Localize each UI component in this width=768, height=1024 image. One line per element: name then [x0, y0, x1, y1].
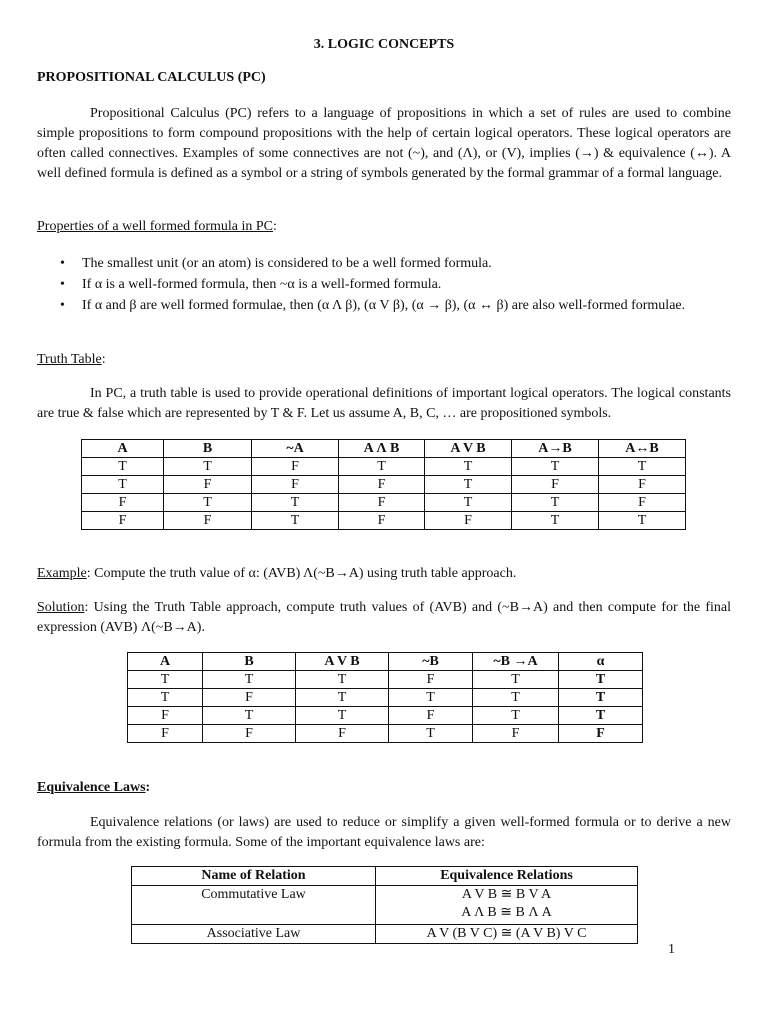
table-header: A: [128, 653, 203, 671]
solution-text: : Using the Truth Table approach, compute truth values of (AVB) and (~B→A) and then compute for the final expression (AVB) Λ(~B→A).: [37, 600, 731, 635]
table-cell: T: [425, 494, 512, 512]
table-cell: T: [252, 512, 339, 530]
equivalence-heading-colon: :: [145, 780, 151, 795]
table-cell: T: [252, 494, 339, 512]
table-cell-result: T: [559, 671, 643, 689]
table-cell: T: [203, 671, 296, 689]
table-header: Equivalence Relations: [376, 867, 638, 886]
table-header: A V B: [425, 440, 512, 458]
table-cell: T: [296, 707, 389, 725]
table-header: ~A: [252, 440, 339, 458]
properties-list: [37, 254, 731, 317]
table-cell: T: [512, 512, 599, 530]
section-title: PROPOSITIONAL CALCULUS (PC): [37, 70, 266, 85]
table-header: A Λ B: [339, 440, 425, 458]
properties-heading: [37, 219, 277, 235]
table-cell: T: [473, 671, 559, 689]
table-cell: F: [339, 494, 425, 512]
table-header: B: [164, 440, 252, 458]
equivalence-paragraph: Equivalence relations (or laws) are used to reduce or simplify a given well-formed formula or to derive a new formula from the existing formula. Some of the important equivalence laws are:: [37, 815, 731, 850]
properties-heading-text: Properties of a well formed formula in PC: [37, 219, 274, 234]
table-cell: T: [128, 671, 203, 689]
equivalence-heading-text: Equivalence Laws: [37, 780, 146, 795]
equivalence-heading: [37, 780, 150, 796]
table-row: [128, 689, 643, 707]
table-row: [82, 512, 686, 530]
intro-paragraph: Propositional Calculus (PC) refers to a language of propositions in which a set of rules are used to combine simple propositions to form compound propositions with the help of certain logical operators. These logical operators are often called connectives. Examples of some connectives are not (~), and (Λ), or (V), implies (→) & equivalence (↔). A well defined formula is defined as a symbol or a string of symbols generated by the formal grammar of a formal language.: [37, 106, 731, 181]
table-cell: T: [128, 689, 203, 707]
relation-formula: A V B ≅ B V A: [461, 887, 552, 902]
chapter-title: 3. LOGIC CONCEPTS: [313, 37, 455, 52]
table-cell: F: [389, 671, 473, 689]
example-text: : Compute the truth value of α: (AVB) Λ(~B→A) using truth table approach.: [86, 566, 517, 581]
table-cell: F: [389, 707, 473, 725]
relation-name: Commutative Law: [132, 886, 376, 925]
table-header: A: [82, 440, 164, 458]
list-item-text: The smallest unit (or an atom) is considered to be a well formed formula.: [82, 256, 492, 271]
bullet-icon: •: [60, 277, 65, 292]
table-row: [82, 476, 686, 494]
table-cell: T: [164, 494, 252, 512]
table-cell: T: [389, 725, 473, 743]
table-cell: F: [339, 476, 425, 494]
example-line: [37, 566, 731, 582]
table-row: [82, 494, 686, 512]
table-cell-result: T: [559, 689, 643, 707]
truth-table-operators: [81, 439, 686, 530]
list-item: [37, 275, 731, 295]
table-cell: T: [296, 671, 389, 689]
properties-heading-colon: :: [273, 219, 277, 234]
table-row: [132, 925, 638, 944]
table-cell: F: [473, 725, 559, 743]
table-cell: T: [512, 458, 599, 476]
table-cell: F: [425, 512, 512, 530]
table-cell: T: [339, 458, 425, 476]
bullet-icon: •: [60, 298, 65, 313]
table-header: B: [203, 653, 296, 671]
table-header-row: [82, 440, 686, 458]
truth-table-heading: [37, 352, 106, 368]
table-cell: F: [82, 494, 164, 512]
list-item-text: If α is a well-formed formula, then ~α is a well-formed formula.: [82, 277, 442, 292]
table-cell: T: [473, 689, 559, 707]
table-cell: F: [128, 707, 203, 725]
table-cell: F: [164, 512, 252, 530]
table-cell: T: [82, 458, 164, 476]
equivalence-laws-table: [131, 866, 638, 944]
table-cell: T: [296, 689, 389, 707]
table-cell: F: [296, 725, 389, 743]
table-row: [82, 458, 686, 476]
table-cell: F: [164, 476, 252, 494]
table-cell: F: [128, 725, 203, 743]
table-cell: T: [389, 689, 473, 707]
table-header: ~B →A: [473, 653, 559, 671]
table-cell: T: [512, 494, 599, 512]
table-cell: F: [82, 512, 164, 530]
truth-table-paragraph: In PC, a truth table is used to provide operational definitions of important logical operators. The logical constants are true & false which are represented by T & F. Let us assume A, B, C, … are propositioned symbols.: [37, 386, 731, 421]
solution-label: Solution: [37, 600, 85, 615]
table-cell: T: [599, 512, 686, 530]
table-cell: F: [252, 458, 339, 476]
table-header-row: [132, 867, 638, 886]
table-row: [128, 725, 643, 743]
table-cell: T: [82, 476, 164, 494]
list-item-text: If α and β are well formed formulae, then (α Λ β), (α V β), (α → β), (α ↔ β) are also well-formed formulae.: [82, 298, 686, 313]
table-header: A→B: [512, 440, 599, 458]
table-header: A↔B: [599, 440, 686, 458]
truth-table-heading-text: Truth Table: [37, 352, 102, 367]
table-cell: F: [203, 725, 296, 743]
relation-formula: A Λ B ≅ B Λ A: [461, 905, 552, 920]
table-cell: T: [425, 476, 512, 494]
table-cell: T: [203, 707, 296, 725]
table-header: α: [559, 653, 643, 671]
table-header: Name of Relation: [132, 867, 376, 886]
list-item: [37, 296, 731, 316]
table-cell: F: [512, 476, 599, 494]
page-number: 1: [668, 942, 675, 957]
table-cell: F: [339, 512, 425, 530]
table-header: A V B: [296, 653, 389, 671]
solution-paragraph: [37, 598, 731, 638]
table-cell: F: [599, 476, 686, 494]
list-item: [37, 254, 731, 274]
truth-table-heading-colon: :: [101, 352, 106, 367]
relation-name: Associative Law: [132, 925, 376, 944]
table-cell: T: [425, 458, 512, 476]
table-cell: T: [164, 458, 252, 476]
table-cell-result: T: [559, 707, 643, 725]
table-header: ~B: [389, 653, 473, 671]
table-cell: F: [252, 476, 339, 494]
table-row: [128, 707, 643, 725]
table-header-row: [128, 653, 643, 671]
table-cell: T: [473, 707, 559, 725]
relation-cell: [376, 886, 638, 925]
table-cell: F: [599, 494, 686, 512]
relation-formula: A V (B V C) ≅ (A V B) V C: [426, 926, 587, 941]
table-cell: F: [203, 689, 296, 707]
relation-cell: [376, 925, 638, 944]
bullet-icon: •: [60, 256, 65, 271]
truth-table-example: [127, 652, 643, 743]
table-row: [132, 886, 638, 925]
table-cell: T: [599, 458, 686, 476]
example-label: Example: [37, 566, 87, 581]
table-row: [128, 671, 643, 689]
table-cell-result: F: [559, 725, 643, 743]
